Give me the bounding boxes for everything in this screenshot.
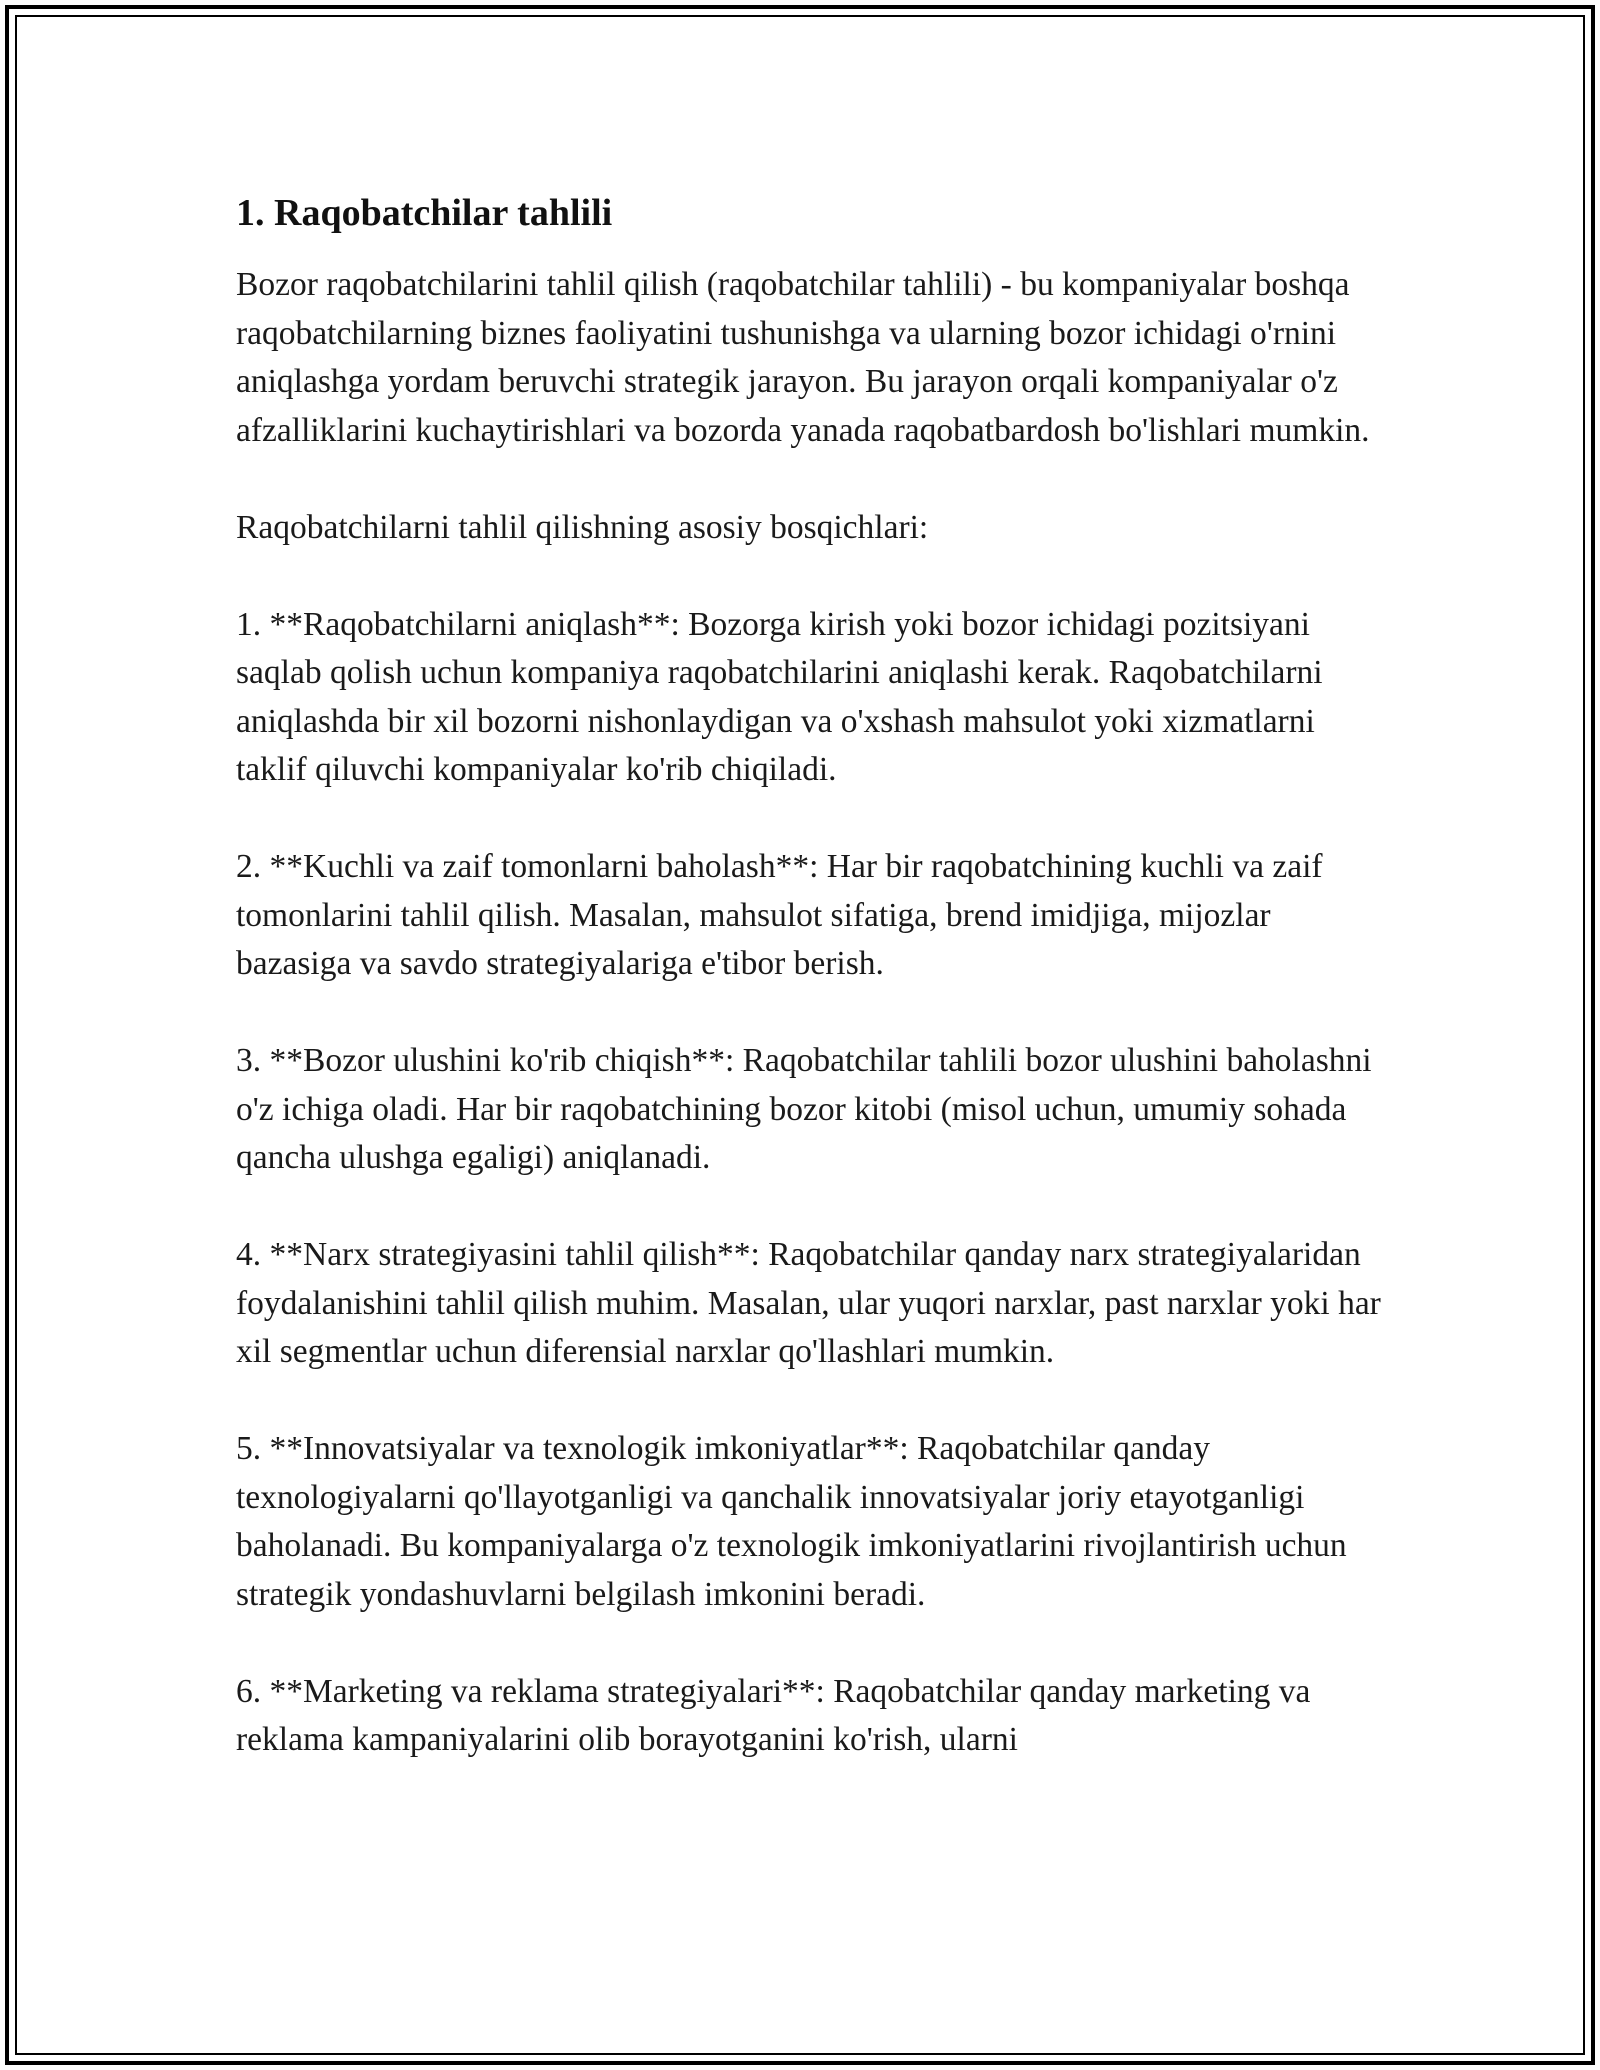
document-body — [236, 185, 1386, 1765]
step-1-paragraph: 1. **Raqobatchilarni aniqlash**: Bozorga kirish yoki bozor ichidagi pozitsiyani saqlab qolish uchun kompaniya raqobatchilarini aniqlashi kerak. Raqobatchilarni aniqlashda bir xil bozorni nishonlaydigan va o'xshash mahsulot yoki xizmatlarni taklif qiluvchi kompaniyalar ko'rib chiqiladi. — [236, 605, 1323, 788]
step-2-paragraph: 2. **Kuchli va zaif tomonlarni baholash**: Har bir raqobatchining kuchli va zaif tomonlarini tahlil qilish. Masalan, mahsulot sifatiga, brend imidjiga, mijozlar bazasiga va savdo strategiyalariga e'tibor berish. — [236, 848, 1323, 982]
step-6-paragraph: 6. **Marketing va reklama strategiyalari**: Raqobatchilar qanday marketing va reklama kampaniyalarini olib borayotganini ko'rish, ularni — [236, 1672, 1311, 1758]
step-5-paragraph: 5. **Innovatsiyalar va texnologik imkoniyatlar**: Raqobatchilar qanday texnologiyalarni qo'llayotganligi va qanchalik innovatsiyalar joriy etayotganligi baholanadi. Bu kompaniyalarga o'z texnologik imkoniyatlarini rivojlantirish uchun strategik yondashuvlarni belgilash imkonini beradi. — [236, 1430, 1347, 1613]
steps-intro-paragraph: Raqobatchilarni tahlil qilishning asosiy bosqichlari: — [236, 508, 929, 546]
step-4-paragraph: 4. **Narx strategiyasini tahlil qilish**: Raqobatchilar qanday narx strategiyalaridan foydalanishini tahlil qilish muhim. Masalan, ular yuqori narxlar, past narxlar yoki har xil segmentlar uchun diferensial narxlar qo'llashlari mumkin. — [236, 1236, 1381, 1370]
section-heading: 1. Raqobatchilar tahlili — [236, 192, 613, 234]
step-3-paragraph: 3. **Bozor ulushini ko'rib chiqish**: Raqobatchilar tahlili bozor ulushini baholashni o'z ichiga oladi. Har bir raqobatchining bozor kitobi (misol uchun, umumiy sohada qancha ulushga egaligi) aniqlanadi. — [236, 1042, 1372, 1176]
intro-paragraph: Bozor raqobatchilarini tahlil qilish (raqobatchilar tahlili) - bu kompaniyalar boshqa raqobatchilarning biznes faoliyatini tushunishga va ularning bozor ichidagi o'rnini aniqlashga yordam beruvchi strategik jarayon. Bu jarayon orqali kompaniyalar o'z afzalliklarini kuchaytirishlari va bozorda yanada raqobatbardosh bo'lishlari mumkin. — [236, 266, 1370, 449]
